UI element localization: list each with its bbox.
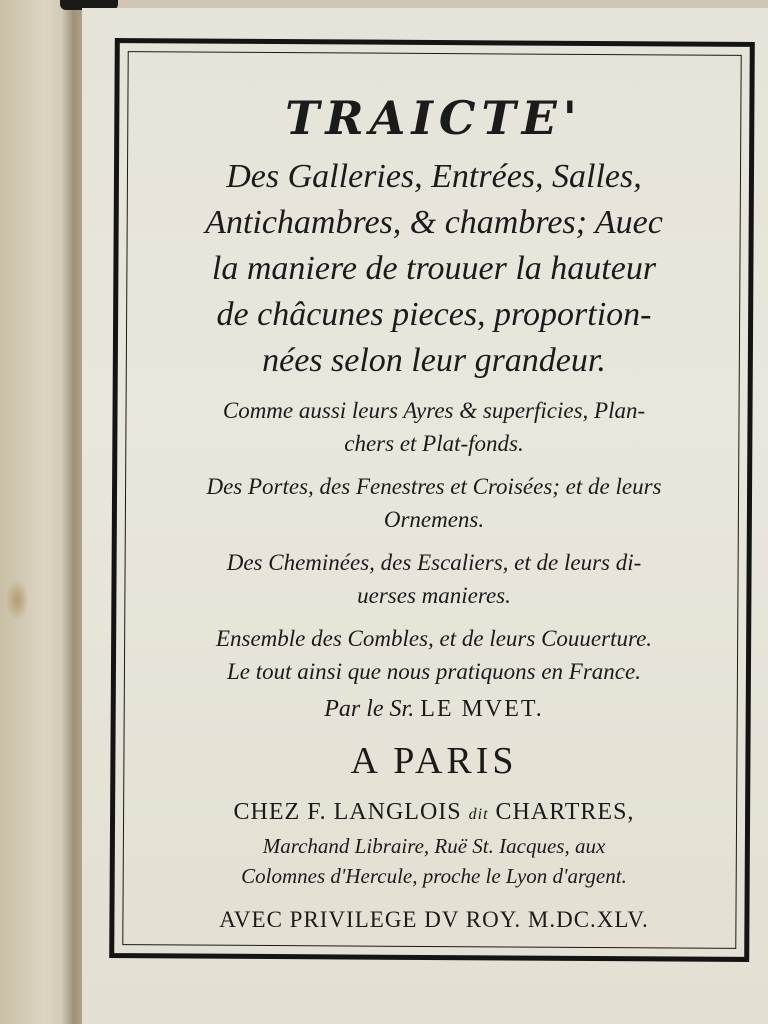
subtitle-line: Des Galleries, Entrées, Salles, (226, 158, 642, 195)
publisher-line (120, 796, 748, 831)
subtitle-line: nées selon leur grandeur. (262, 342, 606, 379)
publisher-dit: dit (468, 806, 489, 823)
contents-line: Des Portes, des Fenestres et Croisées; et de leurs (206, 474, 662, 499)
book-title: TRAICTE' (285, 91, 583, 145)
privilege-line: AVEC PRIVILEGE DV ROY. M.DC.XLV. (219, 907, 649, 932)
contents-line: Le tout ainsi que nous pratiquons en France. (227, 659, 641, 684)
contents-line: Ensemble des Combles, et de leurs Couuerture. (215, 626, 653, 651)
author-name: LE MVET. (420, 696, 544, 722)
subtitle-line: la maniere de trouuer la hauteur (211, 250, 657, 287)
subtitle-line: de châcunes pieces, proportion- (216, 296, 652, 333)
publisher-address-line: Marchand Libraire, Ruë St. Iacques, aux (262, 834, 606, 858)
subtitle-line: Antichambres, & chambres; Auec (205, 204, 663, 241)
author-prefix: Par le Sr. (324, 696, 415, 722)
contents-line: Des Cheminées, des Escaliers, et de leurs di- (226, 550, 642, 575)
paper-stain (6, 580, 28, 620)
contents-line: uerses manieres. (357, 583, 511, 608)
author-line (120, 692, 748, 726)
imprint-city: A PARIS (350, 740, 518, 782)
contents-line: Comme aussi leurs Ayres & superficies, Plan- (222, 398, 646, 423)
publisher-name: CHEZ F. LANGLOIS (233, 799, 462, 825)
publisher-alias: CHARTRES, (495, 799, 635, 825)
publisher-address-line: Colomnes d'Hercule, proche le Lyon d'argent. (241, 864, 627, 888)
title-page-text (120, 80, 748, 937)
contents-line: Ornemens. (383, 507, 485, 532)
contents-line: chers et Plat-fonds. (344, 431, 524, 456)
